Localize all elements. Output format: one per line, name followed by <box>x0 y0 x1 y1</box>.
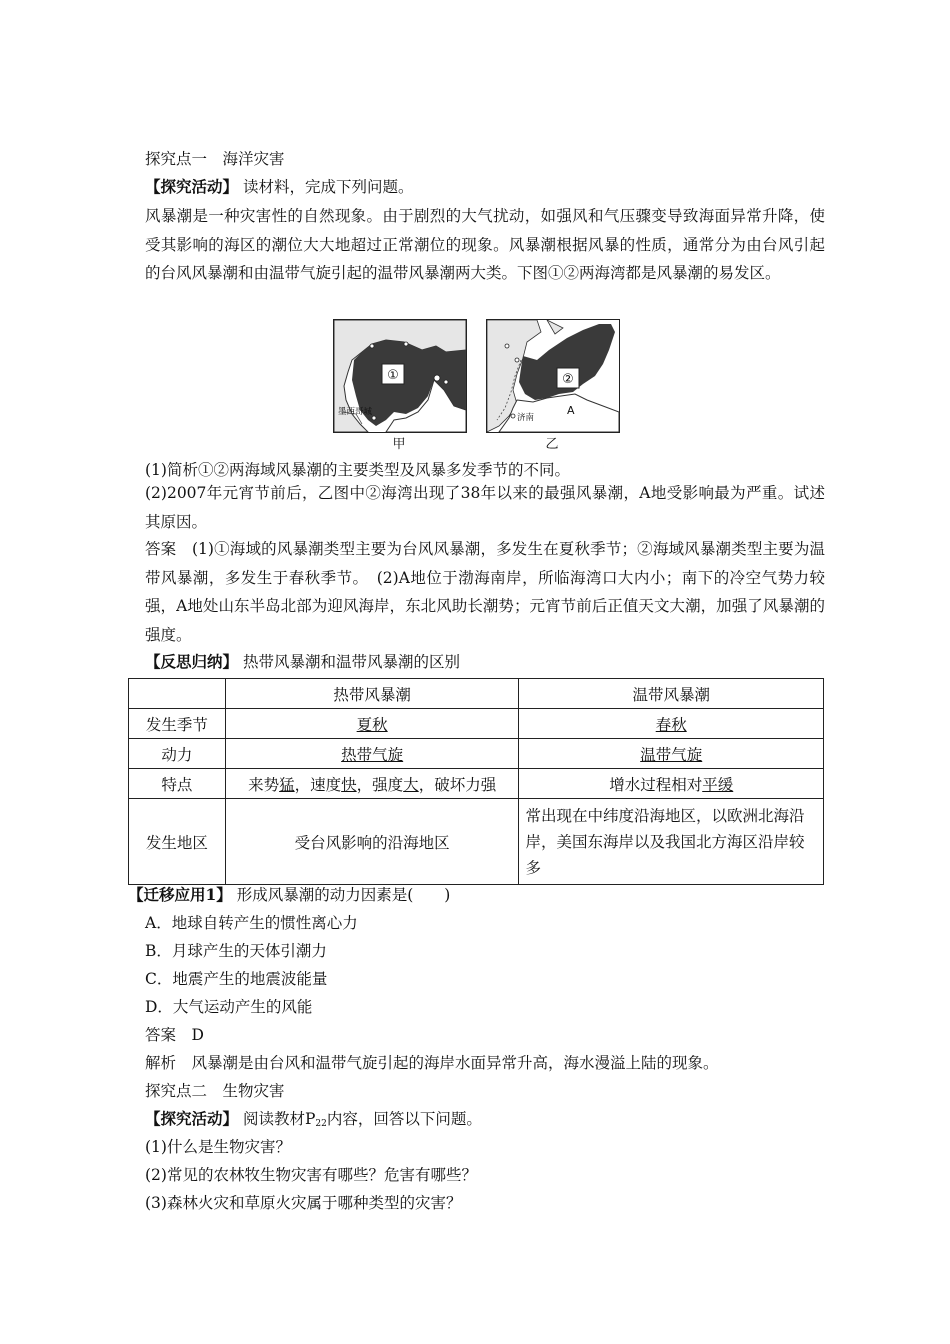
activity-text: 读材料，完成下列问题。 <box>238 178 414 196</box>
map-jia-marker: ① <box>387 368 399 383</box>
table-header-row <box>129 679 824 709</box>
table-row <box>129 709 824 739</box>
section2-q3: (3)森林火灾和草原火灾属于哪种类型的灾害？ <box>145 1194 462 1212</box>
row-label: 发生季节 <box>129 709 226 739</box>
cell-value: 热带气旋 <box>341 745 404 764</box>
map-yi-caption: 乙 <box>545 437 559 452</box>
activity-tag: 【探究活动】 <box>145 177 239 196</box>
cell-value: 春秋 <box>655 715 687 734</box>
page-subscript: 22 <box>315 1119 327 1129</box>
section1-activity <box>145 176 413 198</box>
map-jia-drawing <box>334 320 466 432</box>
section1-heading: 探究点一 海洋灾害 <box>145 150 285 168</box>
option-b: B．月球产生的天体引潮力 <box>145 942 327 960</box>
answer-1: 答案 (1)①海域的风暴潮类型主要为台风风暴潮，多发生在夏秋季节；②海域风暴潮类型主要为温带风暴潮，多发生于春秋季节。 (2)A地位于渤海南岸，所临海湾口大内小；南下的冷空气势力较强，A地处山东半岛北部为迎风海岸，东北风助长潮势；元宵节前后正值天文大潮，加强了风暴潮的强度。 <box>145 540 825 644</box>
comparison-table <box>128 678 824 885</box>
map-yi-drawing <box>487 320 619 432</box>
practice1-tag: 【迁移应用1】 <box>128 885 232 904</box>
cell-value: 增水过程相对平缓 <box>519 769 824 799</box>
table-header-empty <box>129 679 226 709</box>
cell-value: 常出现在中纬度沿海地区，以欧洲北海沿岸，美国东海岸以及我国北方海区沿岸较多 <box>519 799 824 885</box>
question-1: (1)简析①②两海域风暴潮的主要类型及风暴多发季节的不同。 <box>145 461 570 479</box>
row-label: 特点 <box>129 769 226 799</box>
row-label: 动力 <box>129 739 226 769</box>
question-2: (2)2007年元宵节前后，乙图中②海湾出现了38年以来的最强风暴潮，A地受影响最为严重。试述其原因。 <box>145 484 825 531</box>
section2-q1: (1)什么是生物灾害？ <box>145 1138 291 1156</box>
section2-activity-tag: 【探究活动】 <box>145 1109 239 1128</box>
reflection-text: 热带风暴潮和温带风暴潮的区别 <box>238 653 460 671</box>
map-yi-point: A <box>567 404 575 417</box>
option-a: A．地球自转产生的惯性离心力 <box>145 914 358 932</box>
map-yi-city: 济南 <box>517 413 535 423</box>
option-d: D．大气运动产生的风能 <box>145 998 313 1016</box>
table-header-tropical: 热带风暴潮 <box>225 679 519 709</box>
cell-value: 夏秋 <box>356 715 388 734</box>
figure-maps <box>333 319 618 452</box>
practice1-answer: 答案 D <box>145 1026 204 1044</box>
table-row <box>129 769 824 799</box>
practice1-stem-line <box>128 884 450 906</box>
map-jia-caption: 甲 <box>392 437 406 452</box>
section2-q2: (2)常见的农林牧生物灾害有哪些？危害有哪些？ <box>145 1166 477 1184</box>
table-row <box>129 799 824 885</box>
cell-value: 受台风影响的沿海地区 <box>225 799 519 885</box>
material-paragraph: 风暴潮是一种灾害性的自然现象。由于剧烈的大气扰动，如强风和气压骤变导致海面异常升降，使受其影响的海区的潮位大大地超过正常潮位的现象。风暴潮根据风暴的性质，通常分为由台风引起的台风风暴潮和由温带气旋引起的温带风暴潮两大类。下图①②两海湾都是风暴潮的易发区。 <box>145 207 825 282</box>
reflection-line <box>145 651 460 673</box>
row-label: 发生地区 <box>129 799 226 885</box>
map-yi <box>486 319 620 433</box>
map-yi-marker: ② <box>562 372 574 387</box>
reflection-tag: 【反思归纳】 <box>145 652 239 671</box>
map-jia <box>333 319 467 433</box>
practice1-stem: 形成风暴潮的动力因素是( ) <box>231 886 451 904</box>
option-c: C．地震产生的地震波能量 <box>145 970 328 988</box>
section2-heading: 探究点二 生物灾害 <box>145 1082 285 1100</box>
table-row <box>129 739 824 769</box>
table-header-temperate: 温带风暴潮 <box>519 679 824 709</box>
map-jia-city: 墨西哥城 <box>338 407 373 417</box>
cell-value: 来势猛，速度快，强度大，破坏力强 <box>225 769 519 799</box>
cell-value: 温带气旋 <box>640 745 703 764</box>
section2-activity: 【探究活动】 阅读教材$P_{22}$内容，回答以下问题。 <box>145 1109 482 1129</box>
practice1-analysis: 解析 风暴潮是由台风和温带气旋引起的海岸水面异常升高，海水漫溢上陆的现象。 <box>145 1054 719 1072</box>
